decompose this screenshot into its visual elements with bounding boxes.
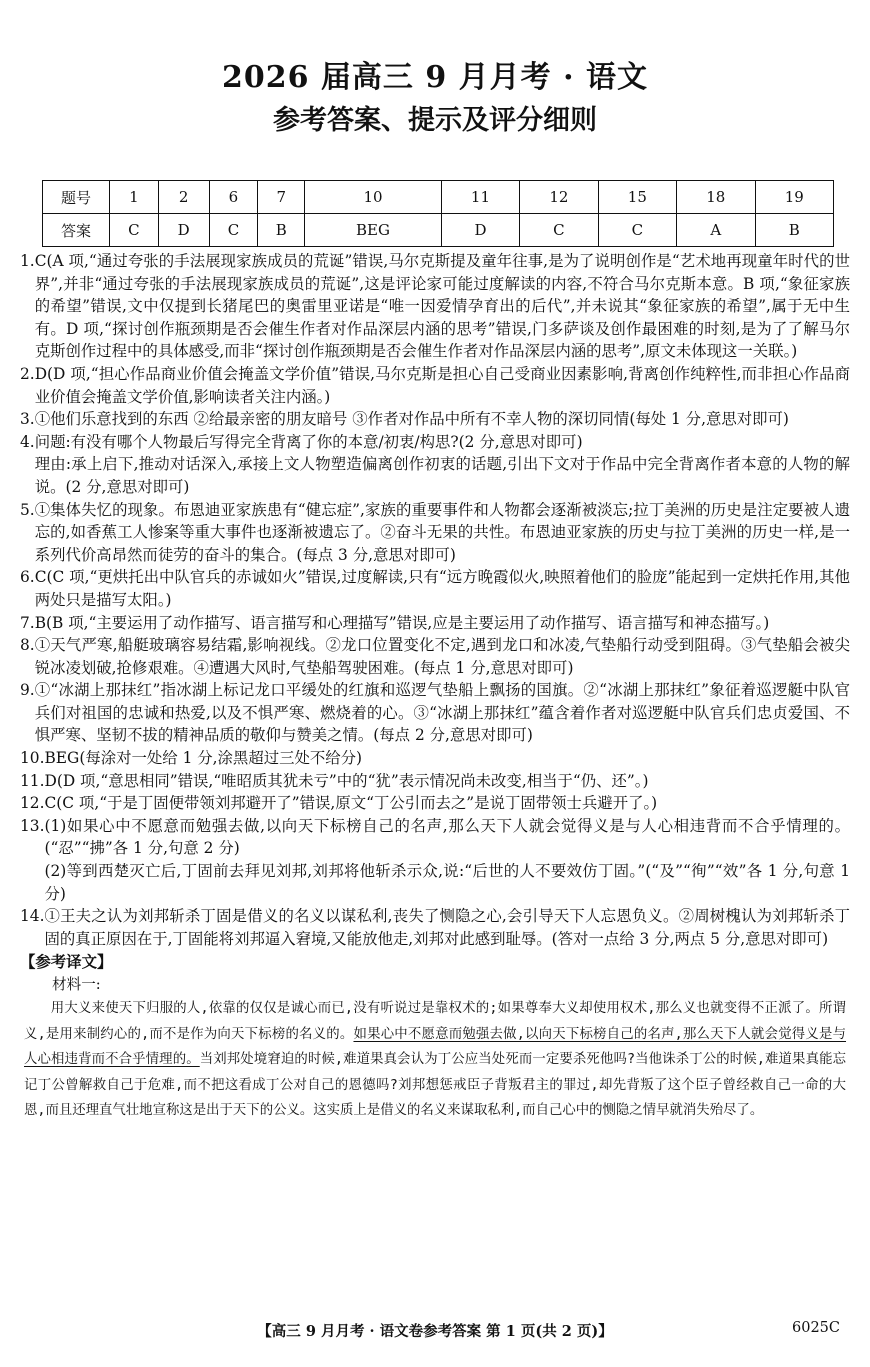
translation-text: 当刘邦处境窘迫的时候,难道果真会认为丁公应当处死而一定要杀死他吗?当他诛杀丁公的时候,难道果真能忘记丁公曾解救自己于危难,而不把这看成丁公对自己的恩德吗?刘邦想惩戒臣子背叛君主的罪过,却先背叛了这个臣子曾经救自己一命的大恩,而且还理直气壮地宣称这是出于天下的公义。这实质上是借义的名义来谋取私利,而自己心中的恻隐之情早就消失殆尽了。 (24, 1052, 846, 1119)
answer-item (20, 408, 850, 431)
item-text: C(C 项,“于是丁固便带领刘邦避开了”错误,原文“丁公引而去之”是说丁固带领士兵避开了。) (44, 794, 658, 813)
item-number: 9. (20, 681, 35, 700)
item-subtext: (2)等到西楚灭亡后,丁固前去拜见刘邦,刘邦将他斩杀示众,说:“后世的人不要效仿丁固。”(“及”“徇”“效”各 1 分,句意 1 分) (44, 862, 850, 903)
item-number: 7. (20, 613, 35, 632)
item-text: D(D 项,“意思相同”错误,“唯昭质其犹未亏”中的“犹”表示情况尚未改变,相当于“仍、还”。) (44, 771, 649, 790)
item-text: B(B 项,“主要运用了动作描写、语言描写和心理描写”错误,应是主要运用了动作描写、语言描写和神态描写。) (34, 613, 770, 632)
answer-item (20, 679, 850, 747)
answer-item (20, 566, 850, 611)
item-text: D(D 项,“担心作品商业价值会掩盖文学价值”错误,马尔克斯是担心自己受商业因素影响,背离创作纯粹性,而非担心作品商业价值会掩盖文学价值,影响读者关注内涵。) (34, 364, 850, 406)
question-number-cell: 12 (520, 181, 598, 214)
answer-item (20, 905, 850, 950)
item-number: 5. (20, 500, 35, 519)
question-number-cell: 2 (158, 181, 209, 214)
item-number: 1. (20, 252, 35, 270)
question-number-cell: 6 (209, 181, 258, 214)
question-number-label: 题号 (43, 181, 110, 214)
question-number-cell: 1 (110, 181, 159, 214)
answer-item (20, 634, 850, 679)
item-number: 13. (20, 816, 45, 835)
material-label: 材料一: (52, 976, 101, 993)
answer-item (20, 250, 850, 363)
question-number-cell: 18 (677, 181, 755, 214)
item-text: (1)如果心中不愿意而勉强去做,以向天下标榜自己的名声,那么天下人就会觉得义是与人心相违背而不合乎情理的。(“忍”“拂”各 1 分,句意 2 分) (44, 816, 850, 858)
item-number: 10. (20, 749, 45, 768)
exam-subtitle: 参考答案、提示及评分细则 (273, 105, 597, 136)
answer-item (20, 499, 850, 567)
answer-item (20, 612, 850, 635)
question-number-cell: 15 (598, 181, 676, 214)
answer-explanations (20, 250, 850, 950)
reference-translation-heading: 【参考译文】 (20, 953, 113, 972)
item-number: 3. (20, 410, 35, 429)
item-text-block (44, 815, 850, 905)
question-number-cell: 10 (305, 181, 442, 214)
item-number: 8. (20, 636, 35, 655)
footer-page-info: 【高三 9 月月考 · 语文卷参考答案 第 1 页(共 2 页)】 (257, 1323, 613, 1340)
answer-item (20, 815, 850, 905)
item-number: 4. (20, 432, 35, 451)
answer-row (43, 214, 834, 247)
answer-item (20, 770, 850, 793)
item-number: 11. (20, 771, 45, 790)
translation-paragraph (20, 996, 850, 1124)
item-text: ①他们乐意找到的东西 ②给最亲密的朋友暗号 ③作者对作品中所有不幸人物的深切同情(每处 1 分,意思对即可) (34, 410, 789, 429)
translation-underlined-text: 如果心中不愿意而勉强去做,以向天下标榜自己的名声,那么天下人就会觉得义是与人心相违背而不合乎情理的。 (24, 1026, 847, 1068)
translation-text: 用大义来使天下归服的人,依靠的仅仅是诚心而已,没有听说过是靠权术的;如果尊奉大义却使用权术,那么义也就变得不正派了。所谓义,是用来制约心的,而不是作为向天下标榜的名义的。 (24, 1001, 846, 1042)
item-text: C(A 项,“通过夸张的手法展现家族成员的荒诞”错误,马尔克斯提及童年往事,是为了说明创作是“艺术地再现童年时代的世界”,并非“通过夸张的手法展现家族成员的荒诞”,这是评论家可能过度解读的内容,不符合马尔克斯本意。B 项,“象征家族的希望”错误,文中仅提到长猪尾巴的奥雷里亚诺是“唯一因爱情孕育出的后代”,并未说其“象征家族的希望”,属于无中生有。D 项,“探讨创作瓶颈期是否会催生作者对作品深层内涵的思考”错误,门多萨谈及创作最困难的时刻,是为了了解马尔克斯创作过程中的具体感受,而非“探讨创作瓶颈期是否会催生作者对作品深层内涵的思考”,原文未体现这一关联。) (34, 252, 850, 361)
footer-code: 6025C (792, 1320, 840, 1336)
answer-cell: C (598, 214, 676, 247)
answer-cell: C (520, 214, 598, 247)
answer-item (20, 792, 850, 815)
answer-item (20, 747, 850, 770)
answer-item (20, 431, 850, 499)
item-number: 14. (20, 907, 45, 926)
item-text: ①“冰湖上那抹红”指冰湖上标记龙口平缓处的红旗和巡逻气垫船上飘扬的国旗。②“冰湖上那抹红”象征着巡逻艇中队官兵们对祖国的忠诚和热爱,以及不惧严寒、燃烧着的心。③“冰湖上那抹红”蕴含着作者对巡逻艇中队官兵们忠贞爱国、不惧严寒、坚韧不拔的精神品质的敬仰与赞美之情。(每点 2 分,意思对即可) (34, 681, 850, 745)
answer-table (42, 180, 834, 247)
answer-cell: D (158, 214, 209, 247)
item-number: 6. (20, 568, 35, 587)
item-text-block (35, 431, 850, 499)
item-text: BEG(每涂对一处给 1 分,涂黑超过三处不给分) (44, 749, 363, 768)
item-text: C(C 项,“更烘托出中队官兵的赤诚如火”错误,过度解读,只有“远方晚霞似火,映照着他们的脸庞”能起到一定烘托作用,其他两处只是描写太阳。) (34, 568, 850, 609)
answer-cell: C (209, 214, 258, 247)
answer-cell: D (441, 214, 519, 247)
answer-label: 答案 (43, 214, 110, 247)
item-text: ①天气严寒,船艇玻璃容易结霜,影响视线。②龙口位置变化不定,遇到龙口和冰凌,气垫船行动受到阻碍。③气垫船会被尖锐冰凌划破,抢修艰难。④遭遇大风时,气垫船驾驶困难。(每点 1 分,意思对即可) (34, 636, 850, 677)
answer-cell: B (258, 214, 305, 247)
item-number: 12. (20, 794, 45, 813)
answer-cell: BEG (305, 214, 442, 247)
question-number-row (43, 181, 834, 214)
question-number-cell: 19 (755, 181, 834, 214)
item-number: 2. (20, 364, 35, 383)
item-text: 问题:有没有哪个人物最后写得完全背离了你的本意/初衷/构思?(2 分,意思对即可) (34, 432, 583, 451)
item-subtext: 理由:承上启下,推动对话深入,承接上文人物塑造偏离创作初衷的话题,引出下文对于作品中完全背离作者本意的人物的解说。(2 分,意思对即可) (34, 455, 850, 496)
answer-item (20, 363, 850, 408)
answer-cell: B (755, 214, 834, 247)
question-number-cell: 11 (441, 181, 519, 214)
answer-cell: A (677, 214, 755, 247)
exam-title: 2026 届高三 9 月月考 · 语文 (221, 60, 649, 95)
answer-cell: C (110, 214, 159, 247)
question-number-cell: 7 (258, 181, 305, 214)
item-text: ①王夫之认为刘邦斩杀丁固是借义的名义以谋私利,丧失了恻隐之心,会引导天下人忘恩负义。②周树槐认为刘邦斩杀丁固的真正原因在于,丁固能将刘邦逼入窘境,又能放他走,刘邦对此感到耻辱。(答对一点给 3 分,两点 5 分,意思对即可) (44, 907, 850, 948)
item-text: ①集体失忆的现象。布恩迪亚家族患有“健忘症”,家族的重要事件和人物都会逐渐被淡忘;拉丁美洲的历史是注定要被人遗忘的,如香蕉工人惨案等重大事件也逐渐被遗忘了。②奋斗无果的共性。布恩迪亚家族的历史与拉丁美洲的历史一样,是一系列代价高昂然而徒劳的奋斗的集合。(每点 3 分,意思对即可) (34, 500, 850, 564)
